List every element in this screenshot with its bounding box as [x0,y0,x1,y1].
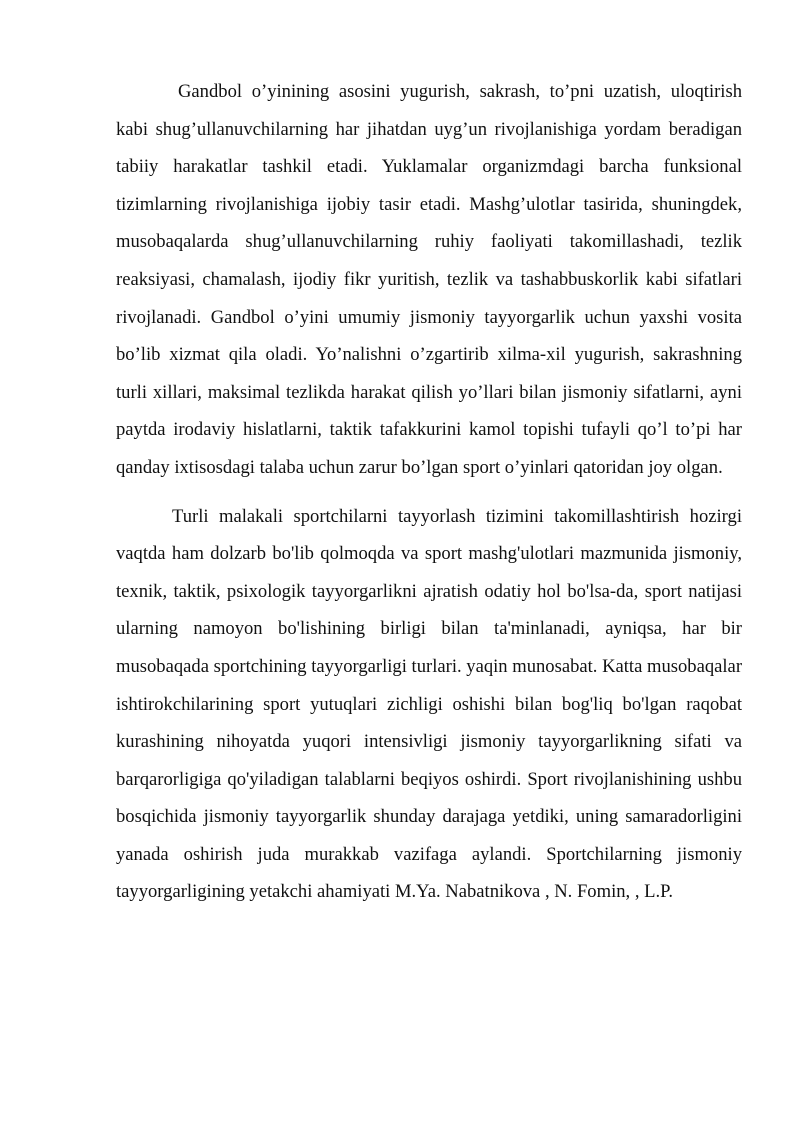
paragraph: Turli malakali sportchilarni tayyorlash tizimini takomillashtirish hozirgi vaqtda ham dolzarb bo'lib qolmoqda va sport mashg'ulotlari mazmunida jismoniy, texnik, taktik, psixologik tayyorgarlikni ajratish odatiy hol bo'lsa-da, sport natijasi ularning namoyon bo'lishining birligi bilan ta'minlanadi, ayniqsa, har bir musobaqada sportchining tayyorgarligi turlari. yaqin munosabat. Katta musobaqalar ishtirokchilarining sport yutuqlari zichligi oshishi bilan bog'liq bo'lgan raqobat kurashining nihoyatda yuqori intensivligi jismoniy tayyorgarlikning sifati va barqarorligiga qo'yiladigan talablarni beqiyos oshirdi. Sport rivojlanishining ushbu bosqichida jismoniy tayyorgarlik shunday darajaga yetdiki, uning samaradorligini yanada oshirish juda murakkab vazifaga aylandi. Sportchilarning jismoniy tayyorgarligining yetakchi ahamiyati M.Ya. Nabatnikova , N. Fomin, , L.P. [116,505,743,903]
paragraph: Gandbol o’yinining asosini yugurish, sakrash, to’pni uzatish, uloqtirish kabi shug’ullanuvchilarning har jihatdan uyg’un rivojlanishiga yordam beradigan tabiiy harakatlar tashkil etadi. Yuklamalar organizmdagi barcha funksional tizimlarning rivojlanishiga ijobiy tasir etadi. Mashg’ulotlar tasirida, shuningdek, musobaqalarda shug’ullanuvchilarning ruhiy faoliyati takomillashadi, tezlik reaksiyasi, chamalash, ijodiy fikr yuritish, tezlik va tashabbuskorlik kabi sifatlari rivojlanadi. Gandbol o’yini umumiy jismoniy tayyorgarlik uchun yaxshi vosita bo’lib xizmat qila oladi. Yo’nalishni o’zgartirib xilma-xil yugurish, sakrashning turli xillari, maksimal tezlikda harakat qilish yo’llari bilan jismoniy sifatlarni, ayni paytda irodaviy hislatlarni, taktik tafakkurini kamol topishi tufayli qo’l to’pi har qanday ixtisosdagi talaba uchun zarur bo’lgan sport o’yinlari qatoridan joy olgan. [116,81,742,478]
document-page [116,73,742,911]
